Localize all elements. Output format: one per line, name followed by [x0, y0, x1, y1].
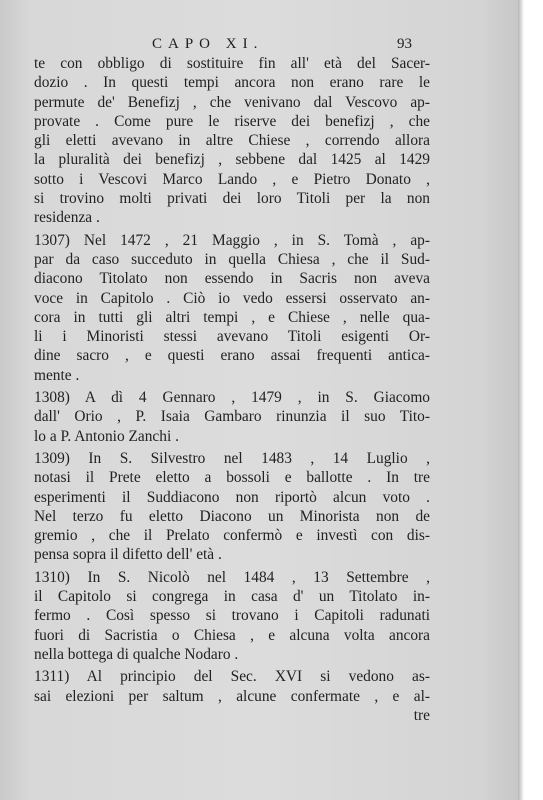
text-line: diacono Titolato non essendo in Sacris non aveva — [34, 270, 430, 288]
text-line: pensa sopra il difetto dell' età . — [34, 546, 222, 564]
text-line: fermo . Così spesso si trovano i Capitoli radunati — [34, 607, 430, 625]
text-line: cora in tutti gli altri tempi , e Chiese , nelle qua- — [34, 308, 430, 326]
paragraph-1310-line: 1310) In S. Nicolò nel 1484 , 13 Settembre , — [34, 568, 430, 586]
text-line: sotto i Vescovi Marco Lando , e Pietro Donato , — [34, 170, 430, 188]
text-line: li i Minoristi stessi avevano Titoli esigenti Or- — [34, 328, 430, 346]
text-line: la pluralità dei benefizj , sebbene dal 1425 al 1429 — [34, 151, 430, 169]
text-line: si trovino molti privati dei loro Titoli per la non — [34, 190, 430, 208]
text-line: Nel terzo fu eletto Diacono un Minorista non de — [34, 507, 430, 525]
text-line: sai elezioni per saltum , alcune confermate , e al- — [34, 687, 430, 705]
body-text — [34, 54, 430, 725]
text-line: dall' Orio , P. Isaia Gambaro rinunzia il suo Tito- — [34, 408, 430, 426]
page-number: 93 — [397, 36, 412, 52]
text-line: gremio , che il Prelato confermò e investì con dis- — [34, 527, 430, 545]
text-line: fuori di Sacristia o Chiesa , e alcuna volta ancora — [34, 626, 430, 644]
paragraph-1307-line: 1307) Nel 1472 , 21 Maggio , in S. Tomà , ap- — [34, 231, 430, 249]
text-line: dozio . In questi tempi ancora non erano rare le — [34, 74, 430, 92]
text-line: esperimenti il Suddiacono non riportò alcun voto . — [34, 488, 430, 506]
text-line: mente . — [34, 366, 80, 384]
text-line: te con obbligo di sostituire fin all' età del Sacer- — [34, 55, 430, 72]
paragraph-1308-line: 1308) A dì 4 Gennaro , 1479 , in S. Giacomo — [34, 389, 430, 407]
running-head: CAPO XI. — [152, 36, 264, 52]
page-edge-shadow — [518, 0, 524, 800]
text-line: nella bottega di qualche Nodaro . — [34, 645, 239, 663]
text-line: il Capitolo si congrega in casa d' un Titolato in- — [34, 588, 430, 606]
text-line: dine sacro , e questi erano assai frequenti antica- — [34, 347, 430, 365]
text-line: lo a P. Antonio Zanchi . — [34, 427, 179, 445]
text-line: par da caso succeduto in quella Chiesa , che il Sud- — [34, 250, 430, 268]
paragraph-1311-line: 1311) Al principio del Sec. XVI si vedono as- — [34, 668, 430, 686]
paragraph-1309-line: 1309) In S. Silvestro nel 1483 , 14 Luglio , — [34, 449, 430, 467]
text-line: gli eletti avevano in altre Chiese , correndo allora — [34, 132, 430, 150]
text-line: notasi il Prete eletto a bossoli e ballotte . In tre — [34, 469, 430, 487]
text-line: permute de' Benefizj , che venivano dal Vescovo ap- — [34, 93, 430, 111]
text-line: voce in Capitolo . Ciò io vedo essersi osservato an- — [34, 289, 430, 307]
text-line: residenza . — [34, 209, 100, 227]
catchword: tre — [413, 706, 430, 724]
text-line: provate . Come pure le riserve dei benefizj , che — [34, 112, 430, 130]
